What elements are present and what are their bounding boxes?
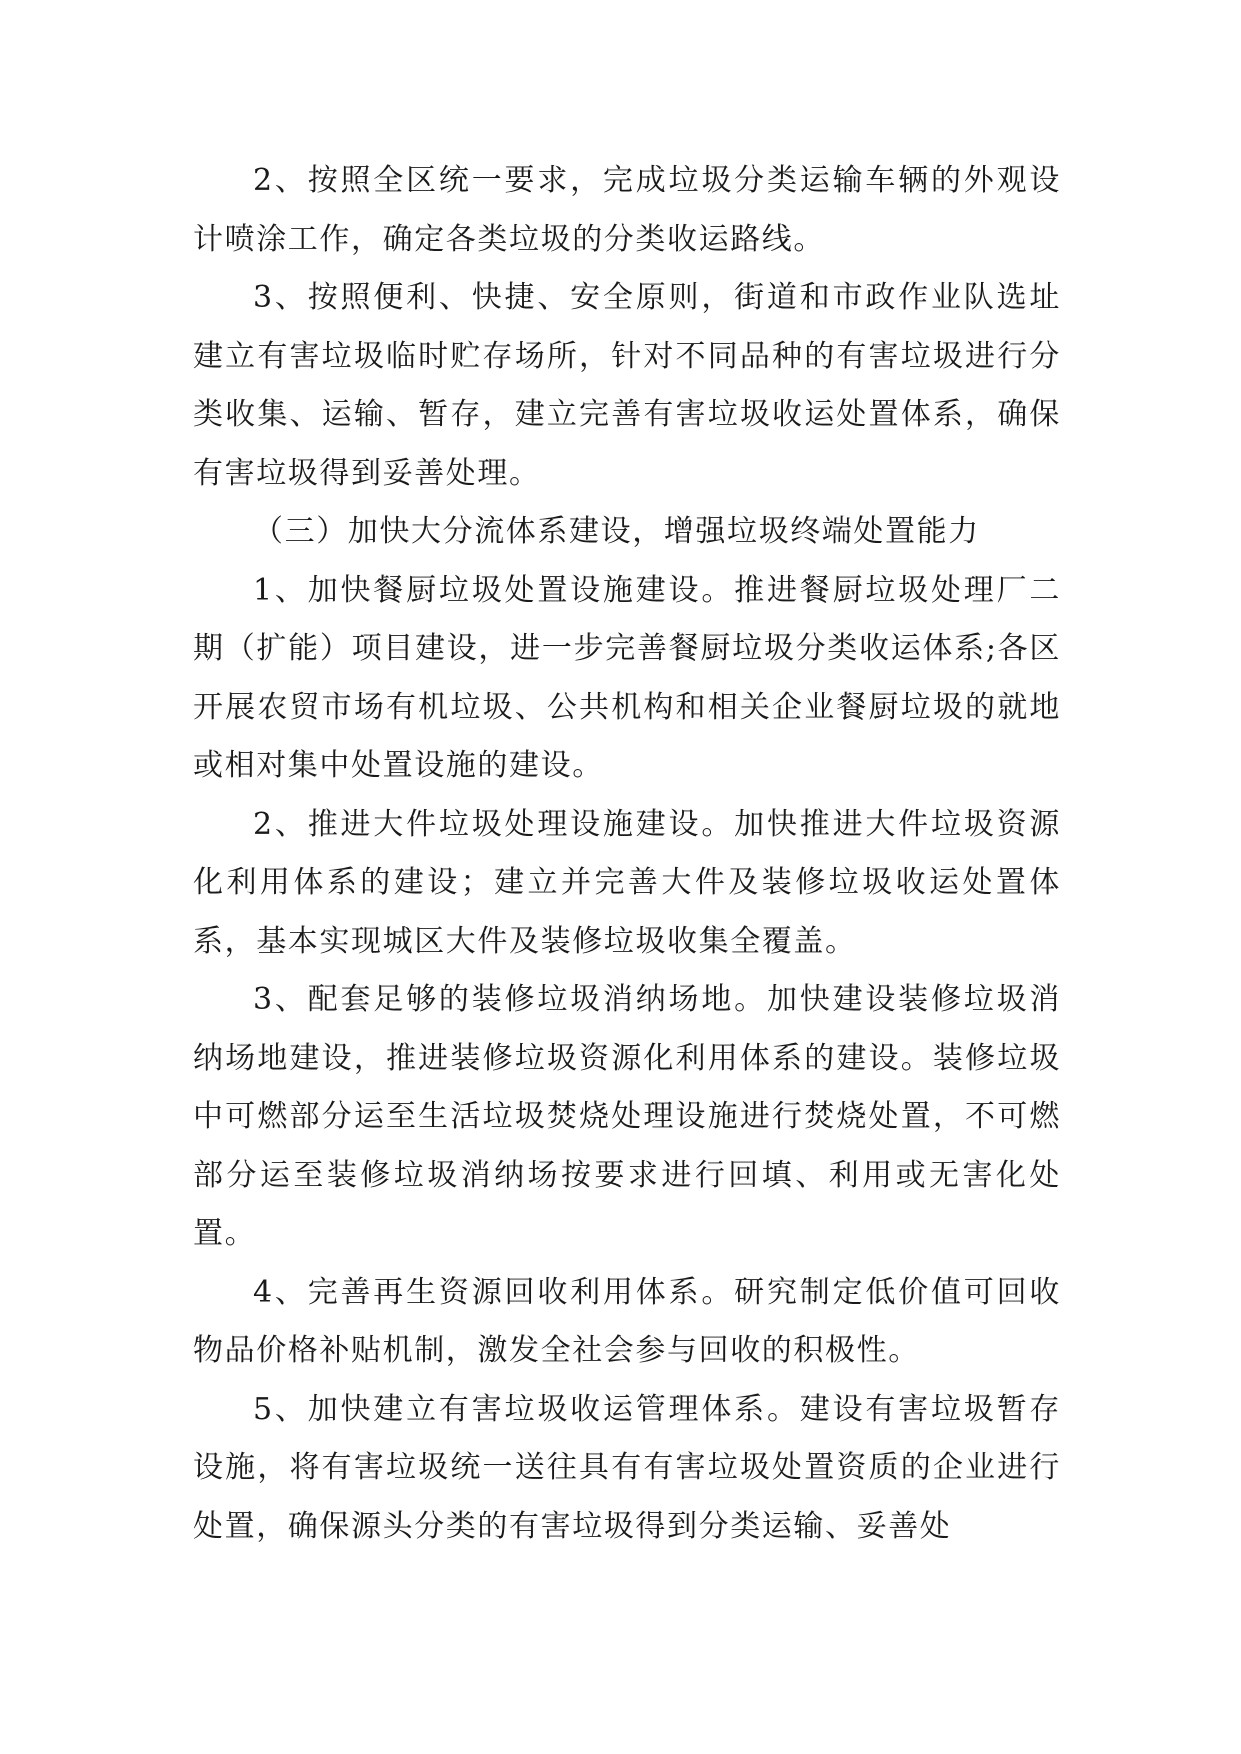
paragraph-item-1-kitchen-waste: 1、加快餐厨垃圾处置设施建设。推进餐厨垃圾处理厂二期（扩能）项目建设，进一步完善餐厨垃圾分类收运体系;各区开展农贸市场有机垃圾、公共机构和相关企业餐厨垃圾的就地或相对集中处置设施的建设。: [193, 572, 1061, 783]
paragraph-item-2-bulky-waste: 2、推进大件垃圾处理设施建设。加快推进大件垃圾资源化利用体系的建设；建立并完善大件及装修垃圾收运处置体系，基本实现城区大件及装修垃圾收集全覆盖。: [193, 806, 1061, 959]
paragraph-item-2-transport: 2、按照全区统一要求，完成垃圾分类运输车辆的外观设计喷涂工作，确定各类垃圾的分类收运路线。: [193, 163, 1061, 257]
section-heading-3: （三）加快大分流体系建设，增强垃圾终端处置能力: [253, 514, 980, 549]
paragraph-item-3-renovation-waste: 3、配套足够的装修垃圾消纳场地。加快建设装修垃圾消纳场地建设，推进装修垃圾资源化利用体系的建设。装修垃圾中可燃部分运至生活垃圾焚烧处理设施进行焚烧处置，不可燃部分运至装修垃圾消纳场按要求进行回填、利用或无害化处置。: [193, 982, 1061, 1251]
paragraph-item-5-hazardous-management: 5、加快建立有害垃圾收运管理体系。建设有害垃圾暂存设施，将有害垃圾统一送往具有有害垃圾处置资质的企业进行处置，确保源头分类的有害垃圾得到分类运输、妥善处: [193, 1391, 1061, 1544]
paragraph-item-3-hazardous-storage: 3、按照便利、快捷、安全原则，街道和市政作业队选址建立有害垃圾临时贮存场所，针对不同品种的有害垃圾进行分类收集、运输、暂存，建立完善有害垃圾收运处置体系，确保有害垃圾得到妥善处理。: [193, 280, 1061, 491]
paragraph-item-4-recycling: 4、完善再生资源回收利用体系。研究制定低价值可回收物品价格补贴机制，激发全社会参与回收的积极性。: [193, 1274, 1061, 1368]
document-body: [193, 152, 1061, 1556]
